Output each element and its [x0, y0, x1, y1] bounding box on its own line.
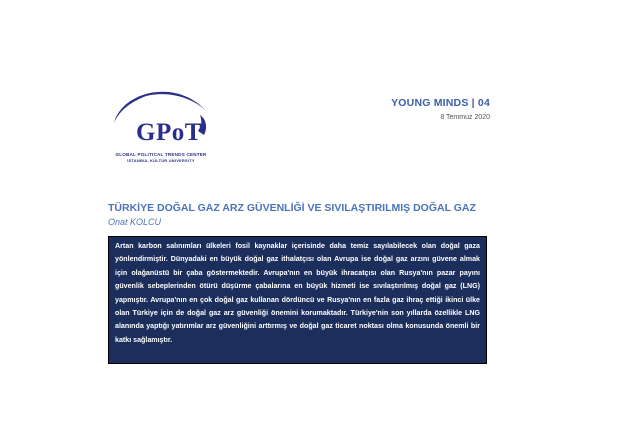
abstract-box: Artan karbon salınımları ülkeleri fosil kaynaklar içerisinde daha temiz sayılabilecek olan doğal gaza yönlendirmiştir. Dünyadaki en büyük doğal gaz ithalatçısı olan Avrupa ise doğal gaz arzını güvene almak için olağanüstü bir çaba göstermektedir. Avrupa'nın en büyük ihracatçısı olan Rusya'nın pazar payını güvenlik sebeplerinden ötürü düşürme çabalarına en büyük hizmeti ise sıvılaştırılmış doğal gaz (LNG) yapmıştır. Avrupa'nın en çok doğal gaz kullanan dördüncü ve Rusya'nın en fazla gaz ihraç ettiği ikinci ülke olan Türkiye için de doğal gaz arz güvenliği önemini korumaktadır. Türkiye'nin son yıllarda özellikle LNG alanında yaptığı yatırımlar arz güvenliğini arttırmış ve doğal gaz ticaret noktası olma konusunda önemli bir katkı sağlamıştır. — [108, 236, 487, 364]
document-title: TÜRKİYE DOĞAL GAZ ARZ GÜVENLİĞİ VE SIVILAŞTIRILMIŞ DOĞAL GAZ — [108, 202, 476, 214]
logo-university: İSTANBUL KÜLTÜR UNIVERSITY — [127, 158, 195, 163]
publication-date: 8 Temmuz 2020 — [440, 114, 490, 121]
gpot-logo — [108, 83, 214, 173]
logo-org-name: GLOBAL POLITICAL TRENDS CENTER — [115, 152, 207, 157]
series-title: YOUNG MINDS | 04 — [391, 97, 490, 109]
series-header — [391, 97, 490, 121]
document-author: Onat KOLCU — [108, 217, 162, 227]
logo-brand-text: GPoT — [136, 119, 202, 146]
